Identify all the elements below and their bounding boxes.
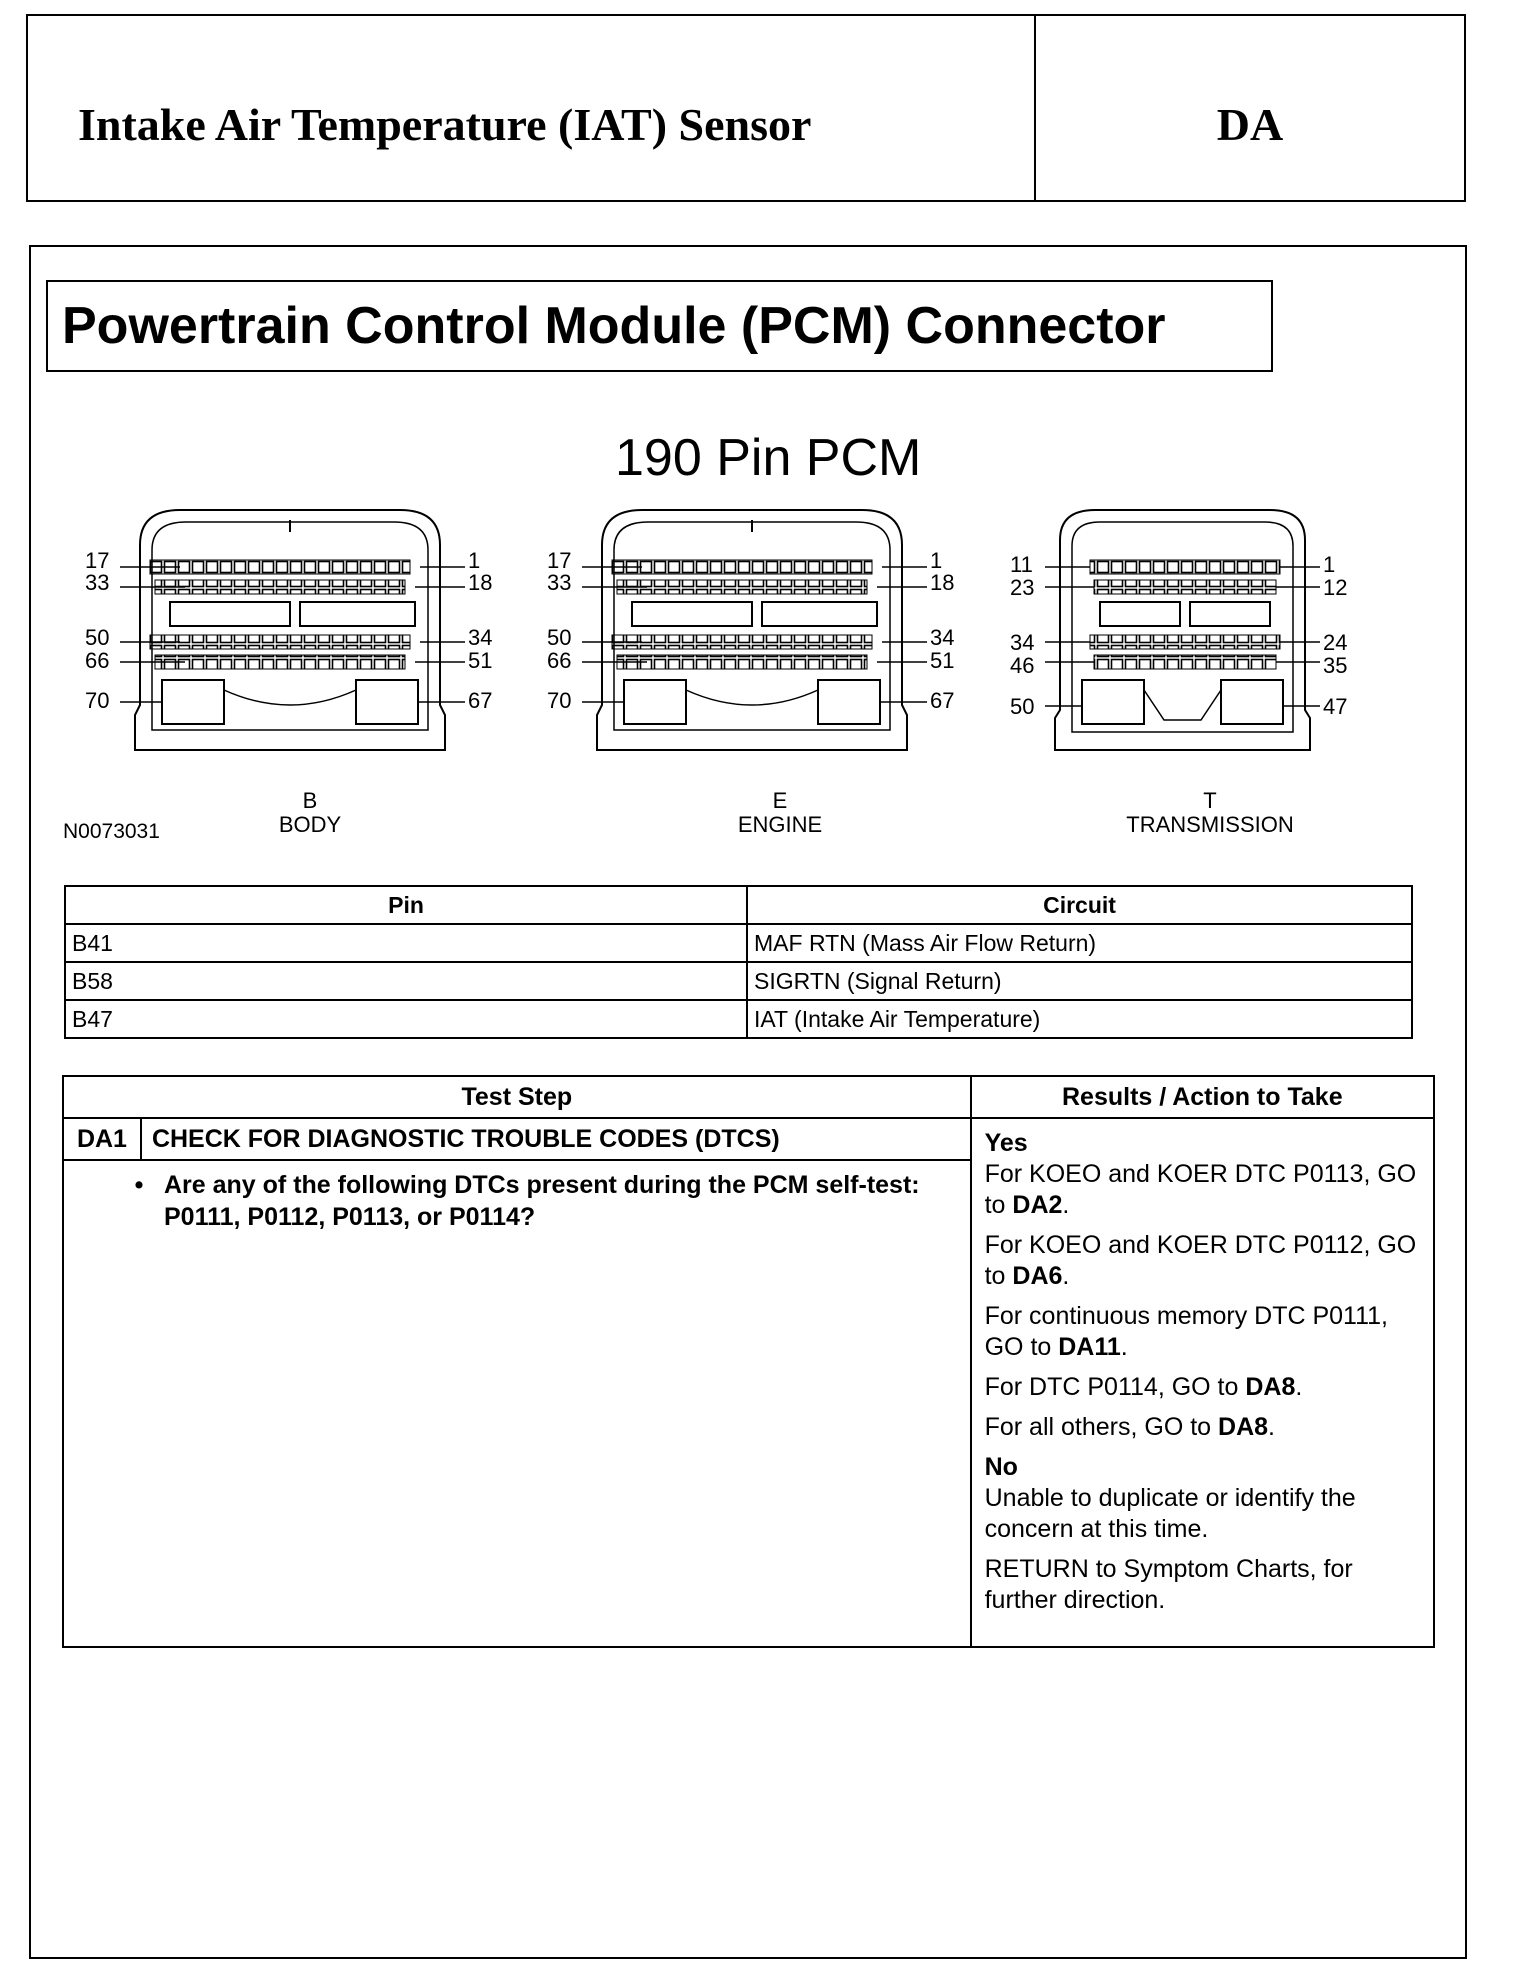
pin-label: 18: [468, 570, 493, 595]
results-cell: [971, 1118, 1434, 1647]
header-box: [26, 14, 1466, 202]
pin-label: 34: [1010, 630, 1035, 655]
table-row: [65, 962, 1412, 1000]
pin-label: 1: [1323, 552, 1336, 577]
result-text: For KOEO and KOER DTC P0113, GO to: [984, 1160, 1417, 1219]
step-ref: DA11: [1058, 1333, 1121, 1361]
pin-label: 67: [930, 688, 955, 713]
pin-cell: B47: [65, 1000, 747, 1038]
pin-cell: B58: [65, 962, 747, 1000]
pin-label: 23: [1010, 575, 1035, 600]
circuit-cell: MAF RTN (Mass Air Flow Return): [747, 924, 1412, 962]
circuit-cell: SIGRTN (Signal Return): [747, 962, 1412, 1000]
pin-label: 66: [85, 648, 110, 673]
result-item: For KOEO and KOER DTC P0112, GO to DA6.: [984, 1231, 1417, 1290]
result-item: For DTC P0114, GO to DA8.: [984, 1373, 1303, 1401]
pin-label: 51: [468, 648, 493, 673]
test-step-table: [62, 1075, 1435, 1648]
figure-id: N0073031: [63, 820, 160, 843]
column-header: Test Step: [63, 1076, 971, 1118]
question-cell: [63, 1160, 971, 1647]
section-code: DA: [1216, 99, 1284, 150]
table-header-row: [63, 1076, 1434, 1118]
result-text: For KOEO and KOER DTC P0112, GO to: [984, 1231, 1417, 1290]
return-text: RETURN to Symptom Charts, for further direction.: [984, 1555, 1353, 1614]
section-title: Powertrain Control Module (PCM) Connector: [46, 280, 1273, 372]
pin-label: 35: [1323, 653, 1348, 678]
pin-label: 33: [547, 570, 572, 595]
no-text: Unable to duplicate or identify the concern at this time.: [984, 1484, 1356, 1543]
pin-label: 70: [547, 688, 572, 713]
connector-engine: [597, 510, 907, 750]
pin-circuit-table: [64, 885, 1413, 1039]
results-content: [973, 1120, 1432, 1633]
step-ref: DA2: [1012, 1191, 1063, 1219]
pin-label: 12: [1323, 575, 1348, 600]
pcm-connector-diagram: [60, 420, 1460, 860]
pin-label: 50: [547, 625, 572, 650]
pin-label: 18: [930, 570, 955, 595]
step-title: CHECK FOR DIAGNOSTIC TROUBLE CODES (DTCS): [141, 1118, 971, 1160]
circuit-cell: IAT (Intake Air Temperature): [747, 1000, 1412, 1038]
pin-label: 1: [930, 548, 943, 573]
connector-letter-e: E: [772, 788, 788, 813]
connector-body: [135, 510, 445, 750]
pin-label: 51: [930, 648, 955, 673]
step-id: DA1: [63, 1118, 141, 1160]
column-header: Circuit: [747, 886, 1412, 924]
step-ref: DA8: [1245, 1373, 1296, 1401]
diagram-title: 190 Pin PCM: [615, 429, 922, 487]
column-header: Results / Action to Take: [971, 1076, 1434, 1118]
pin-label: 24: [1323, 630, 1348, 655]
pin-label: 50: [85, 625, 110, 650]
connector-name-body: BODY: [278, 812, 342, 837]
pin-label: 47: [1323, 694, 1348, 719]
column-header: Pin: [65, 886, 747, 924]
pin-label: 66: [547, 648, 572, 673]
page-title: Intake Air Temperature (IAT) Sensor: [78, 99, 812, 150]
pin-label: 34: [468, 625, 493, 650]
result-text: For continuous memory DTC P0111, GO to: [984, 1302, 1389, 1361]
pin-label: 17: [85, 548, 110, 573]
result-item: For all others, GO to DA8.: [984, 1413, 1275, 1441]
result-text: For all others, GO to: [984, 1413, 1219, 1441]
yes-label: Yes: [984, 1129, 1028, 1157]
pin-label: 50: [1010, 694, 1035, 719]
table-row: [65, 924, 1412, 962]
step-ref: DA8: [1218, 1413, 1269, 1441]
pin-label: 46: [1010, 653, 1035, 678]
table-header-row: [65, 886, 1412, 924]
pin-label: 11: [1010, 552, 1033, 577]
connector-letter-t: T: [1203, 788, 1217, 813]
result-item: For KOEO and KOER DTC P0113, GO to DA2.: [984, 1160, 1417, 1219]
pin-cell: B41: [65, 924, 747, 962]
connector-transmission: [1055, 510, 1310, 750]
result-text: For DTC P0114, GO to: [984, 1373, 1246, 1401]
pin-label: 67: [468, 688, 493, 713]
step-ref: DA6: [1012, 1262, 1063, 1290]
connector-name-engine: ENGINE: [737, 812, 823, 837]
result-item: For continuous memory DTC P0111, GO to DA11.: [984, 1302, 1389, 1361]
question-text: Are any of the following DTCs present during the PCM self-test: P0111, P0112, P0113, or P0114?: [164, 1171, 920, 1231]
pin-label: 34: [930, 625, 955, 650]
bullet-icon: •: [134, 1171, 144, 1199]
connector-letter-b: B: [302, 788, 318, 813]
no-label: No: [984, 1453, 1018, 1481]
question-item: [114, 1169, 960, 1233]
pin-label: 70: [85, 688, 110, 713]
pin-label: 1: [468, 548, 481, 573]
step-title-row: [63, 1118, 1434, 1160]
pin-label: 17: [547, 548, 572, 573]
pin-label: 33: [85, 570, 110, 595]
connector-name-transmission: TRANSMISSION: [1126, 812, 1294, 837]
table-row: [65, 1000, 1412, 1038]
